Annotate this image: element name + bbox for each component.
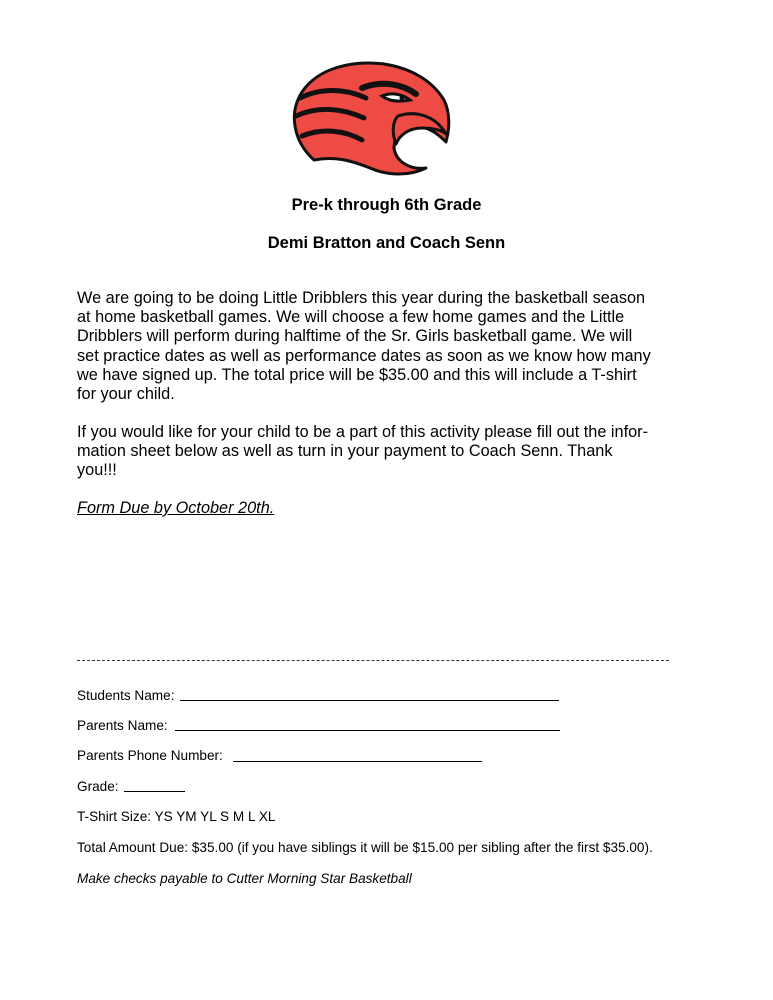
cut-line-divider [77, 660, 669, 661]
intro-line: we have signed up. The total price will be $35.00 and this will include a T-shirt [77, 365, 637, 384]
intro-paragraph [77, 289, 707, 404]
intro-line: set practice dates as well as performance dates as soon as we know how many [77, 346, 651, 365]
parents-phone-label: Parents Phone Number: [77, 748, 223, 763]
parents-name-field[interactable] [175, 730, 560, 731]
instructions-line: you!!! [77, 461, 117, 480]
instructions-line: If you would like for your child to be a part of this activity please fill out the infor- [77, 423, 649, 441]
instructions-paragraph [77, 423, 707, 481]
intro-line: Dribblers will perform during halftime of the Sr. Girls basketball game. We will [77, 327, 633, 346]
students-name-field[interactable] [180, 700, 559, 701]
page-title: Pre-k through 6th Grade [291, 196, 482, 214]
due-date-note: Form Due by October 20th. [77, 499, 275, 517]
parents-name-label: Parents Name: [77, 718, 168, 733]
intro-line: at home basketball games. We will choose a few home games and the Little [77, 308, 625, 327]
grade-label: Grade: [77, 779, 119, 794]
parents-phone-field[interactable] [233, 761, 482, 762]
intro-line: We are going to be doing Little Dribblers this year during the basketball season [77, 289, 646, 307]
red-hawk-mascot-icon [286, 58, 452, 176]
instructions-line: mation sheet below as well as turn in your payment to Coach Senn. Thank [77, 442, 613, 461]
students-name-label: Students Name: [77, 688, 175, 703]
page-subtitle: Demi Bratton and Coach Senn [267, 234, 506, 252]
intro-line: for your child. [77, 385, 175, 404]
total-amount-due: Total Amount Due: $35.00 (if you have siblings it will be $15.00 per sibling after the first $35.00). [77, 840, 653, 855]
grade-field[interactable] [124, 791, 185, 792]
tshirt-size-options: T-Shirt Size: YS YM YL S M L XL [77, 809, 276, 824]
checks-payable-note: Make checks payable to Cutter Morning Star Basketball [77, 871, 412, 886]
